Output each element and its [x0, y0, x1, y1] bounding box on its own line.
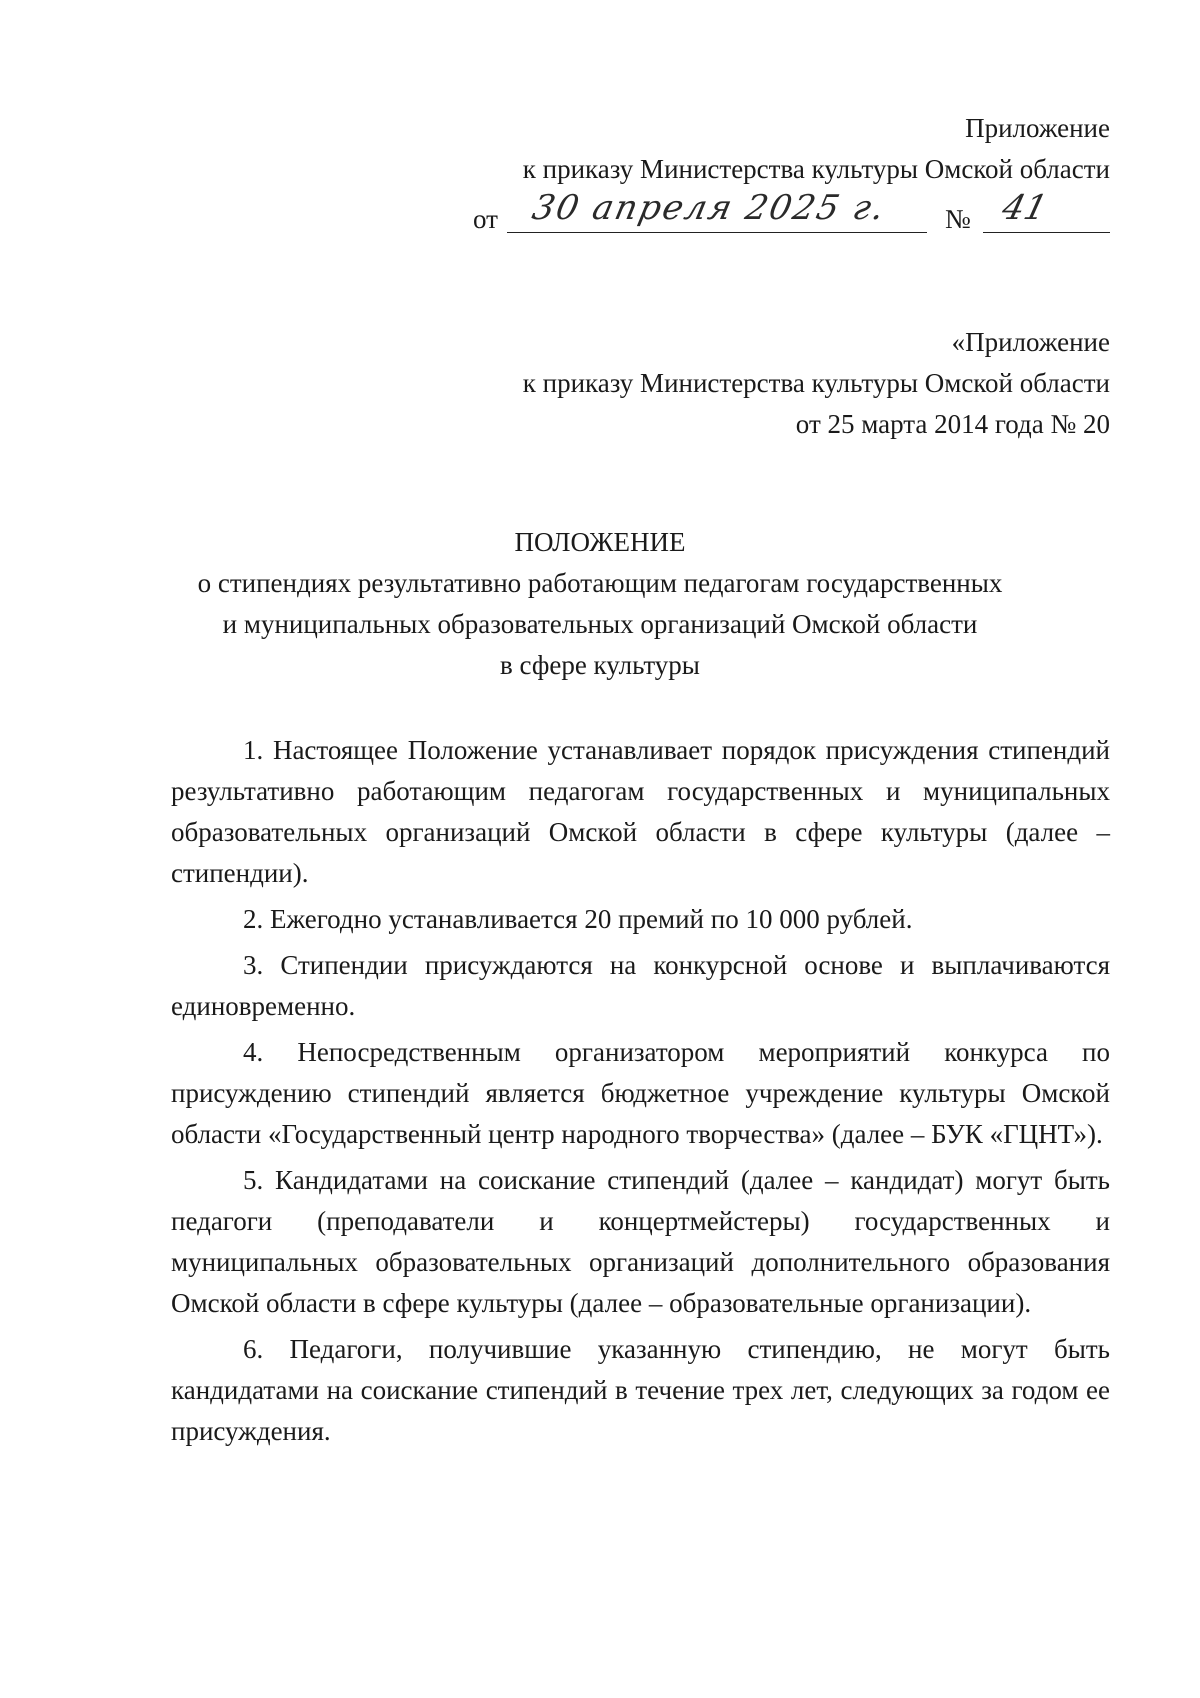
handwritten-date: 30 апреля 2025 г.	[528, 188, 890, 228]
original-appendix-order-ref: к приказу Министерства культуры Омской области	[522, 368, 1110, 398]
number-underline	[983, 232, 1110, 233]
handwritten-number: 41	[998, 188, 1052, 228]
document-title	[90, 522, 1110, 686]
date-prefix: от	[473, 204, 498, 234]
appendix-order-ref: к приказу Министерства культуры Омской области	[522, 154, 1110, 184]
paragraph-1: 1. Настоящее Положение устанавливает порядок присуждения стипендий результативно работающим педагогам государственных и муниципальных образовательных организаций Омской области в сфере культуры (далее – стипендии).	[171, 735, 1110, 888]
document-subtitle-line-1: о стипендиях результативно работающим педагогам государственных	[197, 568, 1003, 598]
original-appendix-title: «Приложение	[951, 327, 1110, 357]
date-underline	[507, 232, 927, 233]
document-subtitle-line-3: в сфере культуры	[500, 650, 700, 680]
paragraph-3: 3. Стипендии присуждаются на конкурсной основе и выплачиваются единовременно.	[171, 950, 1110, 1021]
paragraph-5: 5. Кандидатами на соискание стипендий (далее – кандидат) могут быть педагоги (преподаватели и концертмейстеры) государственных и муниципальных образовательных организаций дополнительного образования Омской области в сфере культуры (далее – образовательные организации).	[171, 1165, 1110, 1318]
document-subtitle-line-2: и муниципальных образовательных организаций Омской области	[222, 609, 978, 639]
approval-line	[473, 188, 1110, 234]
paragraph-2: 2. Ежегодно устанавливается 20 премий по 10 000 рублей.	[243, 904, 913, 934]
document-heading: ПОЛОЖЕНИЕ	[514, 527, 686, 557]
original-appendix-date: от 25 марта 2014 года № 20	[795, 409, 1110, 439]
number-label: №	[945, 204, 971, 234]
appendix-header	[523, 108, 1110, 190]
appendix-title: Приложение	[965, 113, 1110, 143]
document-body	[171, 730, 1110, 1457]
original-appendix-header	[523, 322, 1110, 445]
paragraph-4: 4. Непосредственным организатором мероприятий конкурса по присуждению стипендий является бюджетное учреждение культуры Омской области «Государственный центр народного творчества» (далее – БУК «ГЦНТ»).	[171, 1037, 1110, 1149]
paragraph-6: 6. Педагоги, получившие указанную стипендию, не могут быть кандидатами на соискание стипендий в течение трех лет, следующих за годом ее присуждения.	[171, 1334, 1110, 1446]
